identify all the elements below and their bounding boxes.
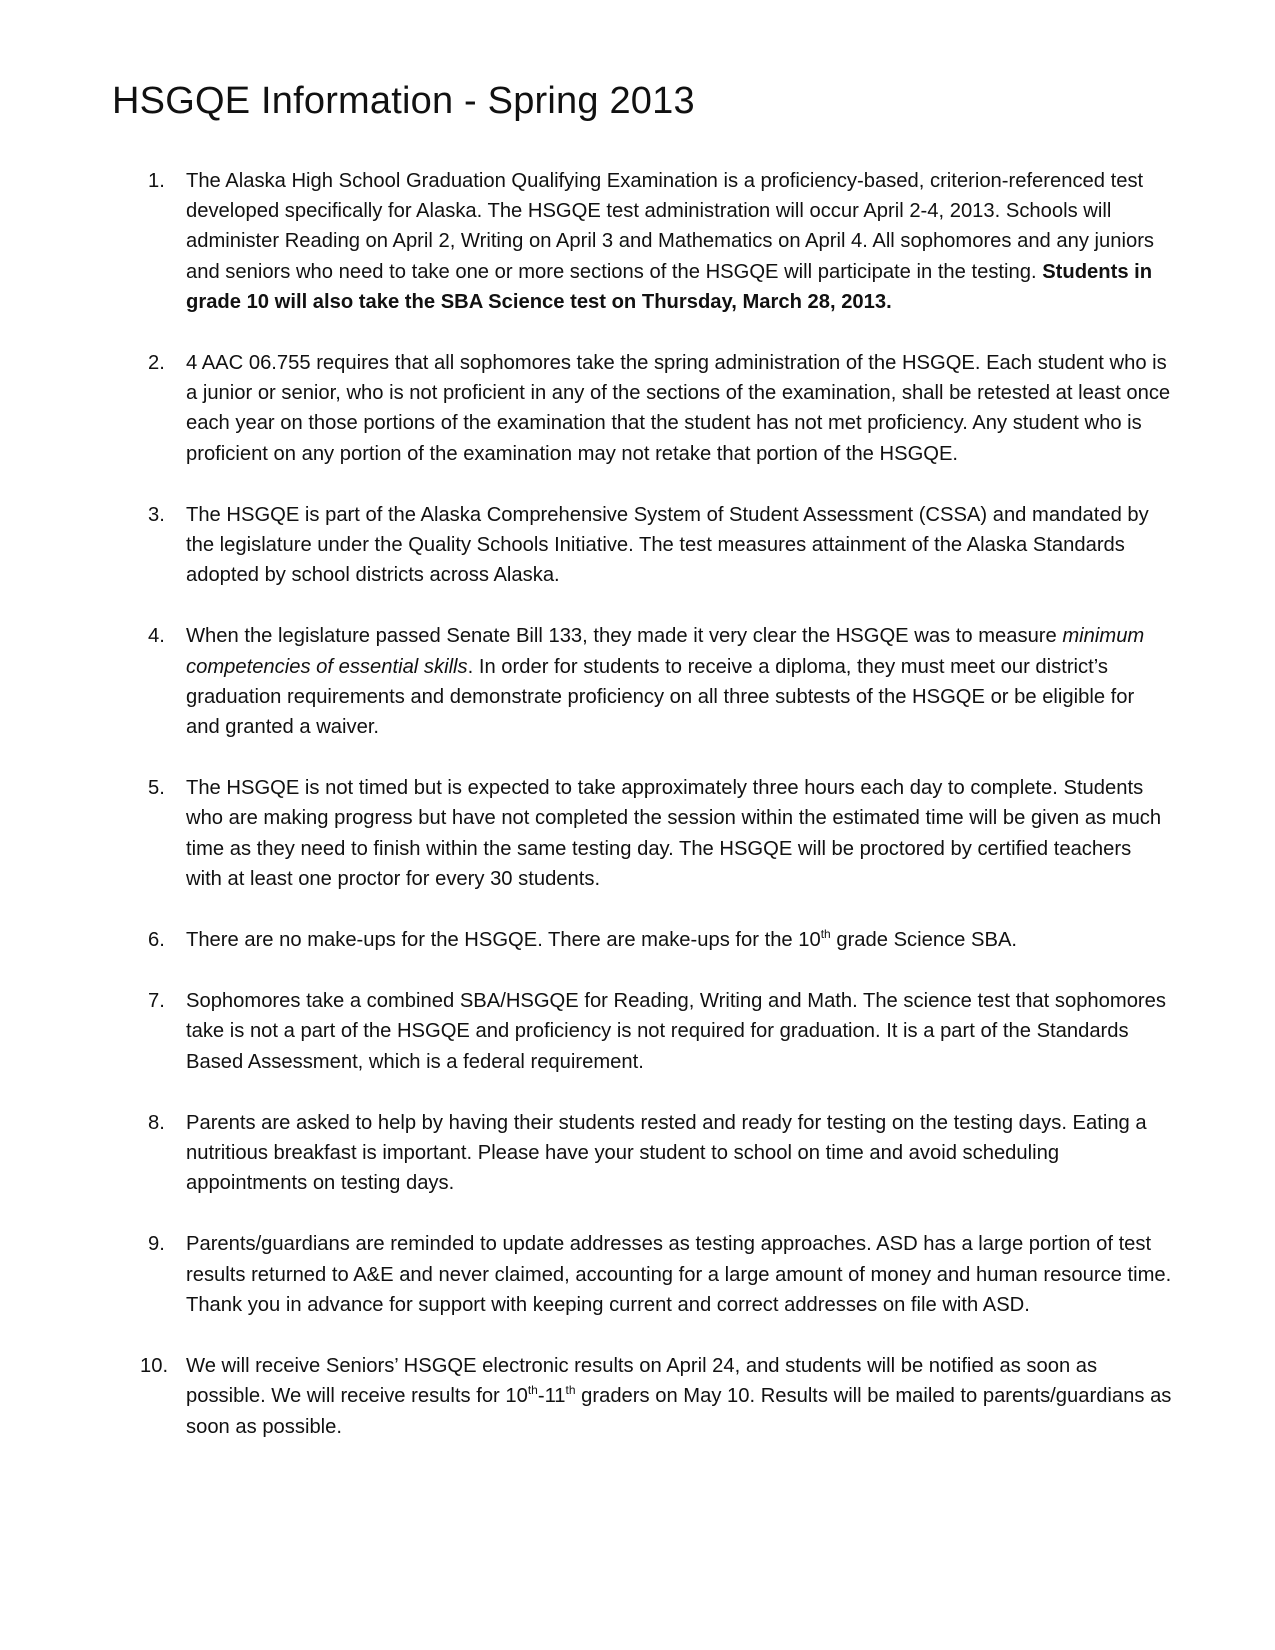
list-item (112, 1229, 1172, 1320)
item-text-italic: minimum competencies of essential skills (186, 625, 1145, 678)
item-text: Sophomores take a combined SBA/HSGQE for Reading, Writing and Math. The science test that sophomores take is not a part of the HSGQE and proficiency is not required for graduation. It is a part of the Standards Based Assessment, which is a federal requirement. (186, 990, 1166, 1073)
item-text (186, 625, 1144, 738)
item-text-part: There are no make-ups for the HSGQE. There are make-ups for the 10 (186, 929, 821, 952)
item-number: 9. (148, 1233, 165, 1256)
item-number: 8. (148, 1111, 165, 1134)
list-item (112, 1351, 1172, 1442)
item-number: 4. (148, 625, 165, 648)
item-number: 2. (148, 352, 165, 375)
list-item (112, 773, 1172, 894)
item-text: The HSGQE is part of the Alaska Comprehensive System of Student Assessment (CSSA) and mandated by the legislature under the Quality Schools Initiative. The test measures attainment of the Alaska Standards adopted by school districts across Alaska. (186, 503, 1149, 587)
item-text (186, 170, 1154, 313)
item-number: 1. (148, 170, 165, 192)
info-list (112, 166, 1172, 1473)
list-item (112, 621, 1172, 742)
superscript: th (565, 1383, 576, 1398)
item-text: Parents are asked to help by having their students rested and ready for testing on the testing days. Eating a nutritious breakfast is important. Please have your student to school on time and avoid scheduling appointments on testing days. (186, 1111, 1147, 1195)
list-item (112, 166, 1172, 317)
item-text-part: When the legislature passed Senate Bill 133, they made it very clear the HSGQE was to measure (186, 625, 1063, 648)
item-text-bold: Students in grade 10 will also take the SBA Science test on Thursday, March 28, 2013. (186, 260, 1153, 313)
item-text: Parents/guardians are reminded to update addresses as testing approaches. ASD has a large portion of test results returned to A&E and never claimed, accounting for a large amount of money and human resource time. Thank you in advance for support with keeping current and correct addresses on file with ASD. (186, 1233, 1172, 1316)
item-text: The HSGQE is not timed but is expected to take approximately three hours each day to complete. Students who are making progress but have not completed the session within the estimated time will be given as much time as they need to finish within the same testing day. The HSGQE will be proctored by certified teachers with at least one proctor for every 30 students. (186, 777, 1162, 890)
list-item (112, 1108, 1172, 1199)
item-number: 7. (148, 990, 165, 1013)
list-item (112, 986, 1172, 1077)
page-title: HSGQE Information - Spring 2013 (112, 80, 695, 122)
item-text-part: graders on May 10. Results will be mailed to parents/guardians as soon as possible. (186, 1385, 1172, 1438)
item-text-part: The Alaska High School Graduation Qualifying Examination is a proficiency-based, criterion-referenced test developed specifically for Alaska. The HSGQE test administration will occur April 2-4, 2013. Schools will administer Reading on April 2, Writing on April 3 and Mathematics on April 4. All sophomores and any juniors and seniors who need to take one or more sections of the HSGQE will participate in the testing. (186, 170, 1155, 283)
item-text-part: We will receive Seniors’ HSGQE electronic results on April 24, and students will be notified as soon as possible. We will receive results for 10 (186, 1355, 1098, 1408)
list-item (112, 500, 1172, 591)
item-text-part: -11 (537, 1385, 566, 1408)
list-item (112, 925, 1172, 955)
item-number: 6. (148, 929, 165, 952)
item-text (186, 1355, 1171, 1437)
superscript: th (527, 1383, 538, 1398)
list-item (112, 348, 1172, 469)
item-number: 5. (148, 777, 165, 800)
item-text-part: . In order for students to receive a diploma, they must meet our district’s graduation requirements and demonstrate proficiency on all three subtests of the HSGQE or be eligible for and granted a waiver. (186, 655, 1135, 739)
item-number: 3. (148, 503, 165, 526)
item-text (186, 929, 1017, 951)
item-text-part: grade Science SBA. (830, 929, 1018, 952)
superscript: th (820, 927, 831, 942)
item-number: 10. (140, 1355, 169, 1378)
item-text: 4 AAC 06.755 requires that all sophomores take the spring administration of the HSGQE. Each student who is a junior or senior, who is not proficient in any of the sections of the examination, shall be retested at least once each year on those portions of the examination that the student has not met proficiency. Any student who is proficient on any portion of the examination may not retake that portion of the HSGQE. (186, 352, 1171, 465)
